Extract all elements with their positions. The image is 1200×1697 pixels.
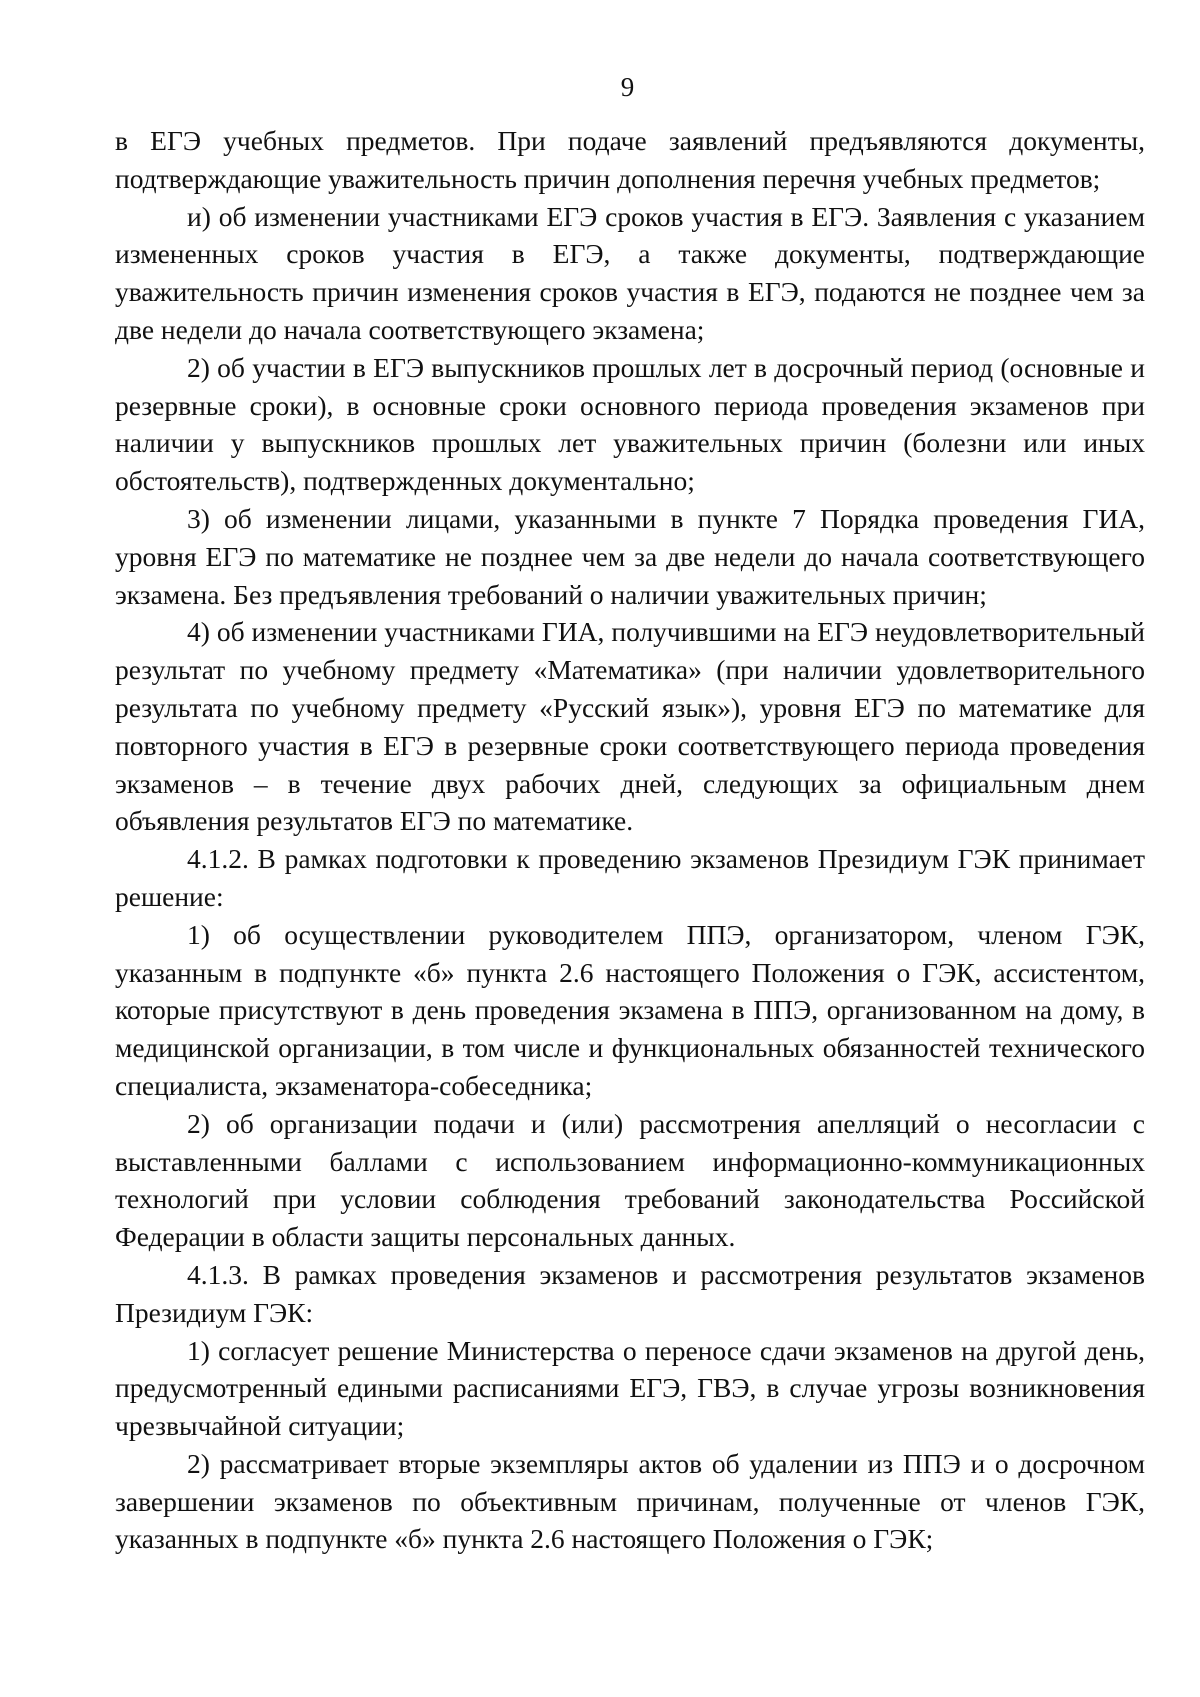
paragraph-4-1-2-item-1: 1) об осуществлении руководителем ППЭ, организатором, членом ГЭК, указанным в подпункте «б» пункта 2.6 настоящего Положения о ГЭК, ассистентом, которые присутствуют в день проведения экзамена в ППЭ, организованном на дому, в медицинской организации, в том числе и функциональных обязанностей технического специалиста, экзаменатора-собеседника;	[115, 918, 1145, 1101]
paragraph-4-1-2-item-2: 2) об организации подачи и (или) рассмотрения апелляций о несогласии с выставленными баллами с использованием информационно-коммуникационных технологий при условии соблюдения требований законодательства Российской Федерации в области защиты персональных данных.	[115, 1107, 1145, 1253]
paragraph-continuation: в ЕГЭ учебных предметов. При подаче заявлений предъявляются документы, подтверждающие уважительность причин дополнения перечня учебных предметов;	[115, 125, 1145, 194]
page-number: 9	[620, 72, 635, 102]
document-body	[115, 122, 1145, 1558]
paragraph-item-4: 4) об изменении участниками ГИА, получившими на ЕГЭ неудовлетворительный результат по учебному предмету «Математика» (при наличии удовлетворительного результата по учебному предмету «Русский язык»), уровня ЕГЭ по математике для повторного участия в ЕГЭ в резервные сроки соответствующего периода проведения экзаменов – в течение двух рабочих дней, следующих за официальным днем объявления результатов ЕГЭ по математике.	[115, 616, 1145, 837]
paragraph-item-2: 2) об участии в ЕГЭ выпускников прошлых лет в досрочный период (основные и резервные сроки), в основные сроки основного периода проведения экзаменов при наличии у выпускников прошлых лет уважительных причин (болезни или иных обстоятельств), подтвержденных документально;	[115, 351, 1145, 497]
paragraph-4-1-3-item-2: 2) рассматривает вторые экземпляры актов об удалении из ППЭ и о досрочном завершении экзаменов по объективным причинам, полученные от членов ГЭК, указанных в подпункте «б» пункта 2.6 настоящего Положения о ГЭК;	[115, 1447, 1145, 1555]
paragraph-item-3: 3) об изменении лицами, указанными в пункте 7 Порядка проведения ГИА, уровня ЕГЭ по математике не позднее чем за две недели до начала соответствующего экзамена. Без предъявления требований о наличии уважительных причин;	[115, 502, 1145, 610]
paragraph-item-i: и) об изменении участниками ЕГЭ сроков участия в ЕГЭ. Заявления с указанием измененных сроков участия в ЕГЭ, а также документы, подтверждающие уважительность причин изменения сроков участия в ЕГЭ, подаются не позднее чем за две недели до начала соответствующего экзамена;	[115, 200, 1145, 345]
paragraph-4-1-3-item-1: 1) согласует решение Министерства о переносе сдачи экзаменов на другой день, предусмотренный едиными расписаниями ЕГЭ, ГВЭ, в случае угрозы возникновения чрезвычайной ситуации;	[115, 1334, 1145, 1442]
paragraph-section-4-1-3: 4.1.3. В рамках проведения экзаменов и рассмотрения результатов экзаменов Президиум ГЭК:	[115, 1258, 1145, 1328]
paragraph-section-4-1-2: 4.1.2. В рамках подготовки к проведению экзаменов Президиум ГЭК принимает решение:	[115, 843, 1145, 912]
